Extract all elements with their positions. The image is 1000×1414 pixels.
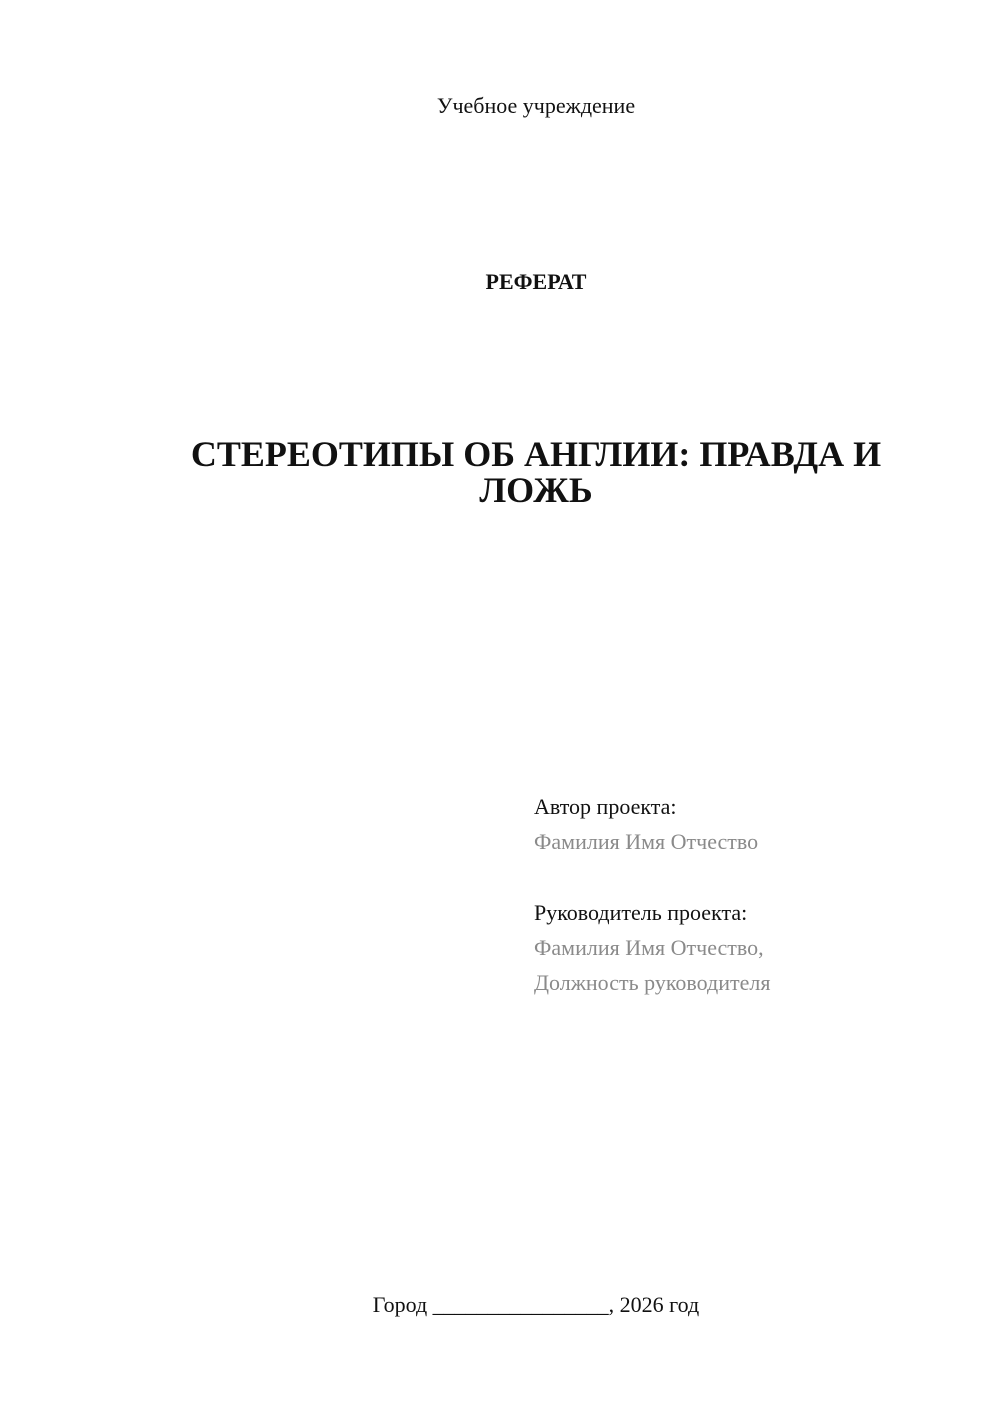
author-name-placeholder: Фамилия Имя Отчество [534,829,759,854]
supervisor-label: Руководитель проекта: [534,900,748,925]
supervisor-name-placeholder: Фамилия Имя Отчество, [534,935,764,960]
city-year-line: Город ________________, 2026 год [372,1292,700,1317]
project-people-block [534,789,974,1000]
author-label: Автор проекта: [534,794,677,819]
document-type-label: РЕФЕРАТ [485,269,587,294]
document-title: СТЕРЕОТИПЫ ОБ АНГЛИИ: ПРАВДА И ЛОЖЬ [190,434,882,510]
institution-name: Учебное учреждение [436,93,636,118]
supervisor-position-placeholder: Должность руководителя [534,970,771,995]
block-spacer [534,859,974,895]
